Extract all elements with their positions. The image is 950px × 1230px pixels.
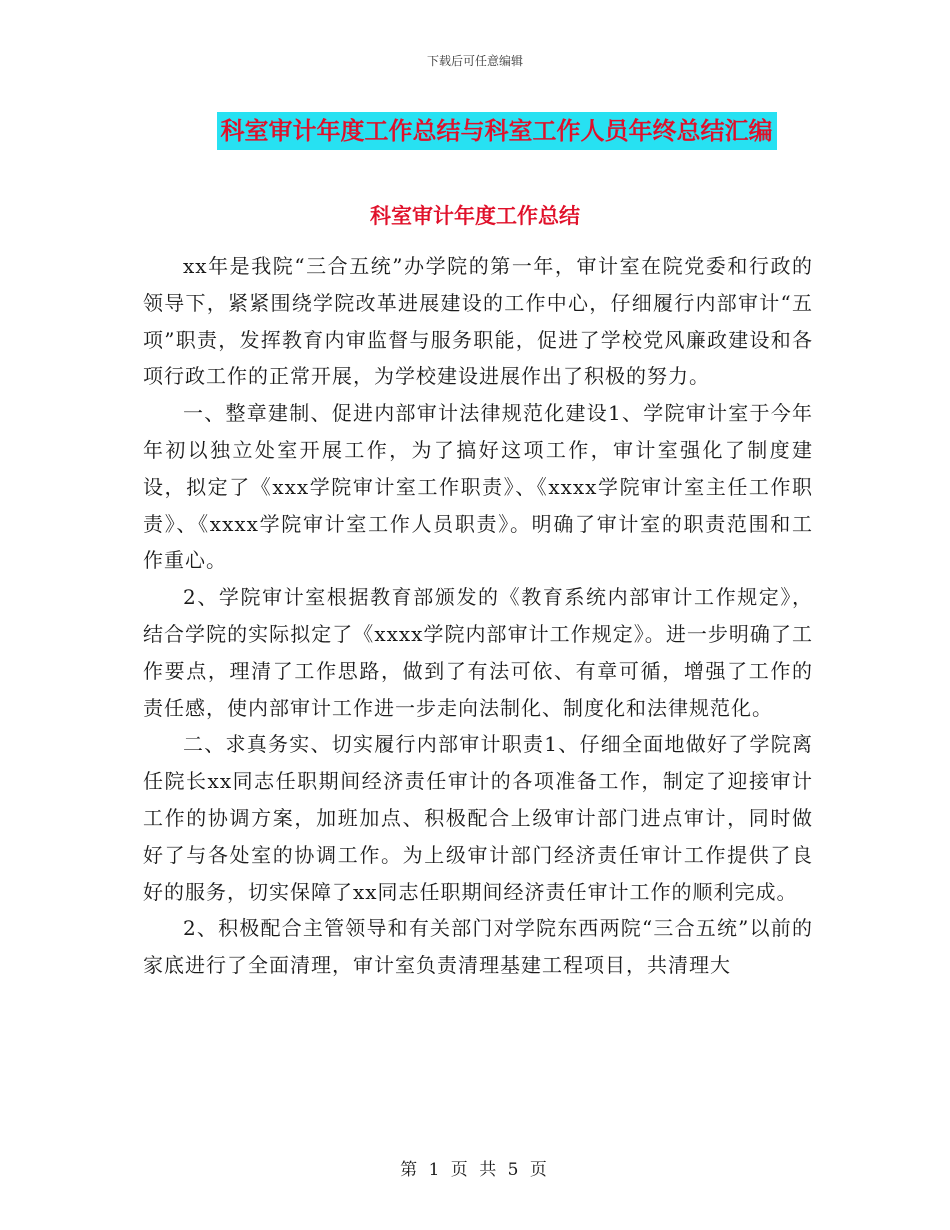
- paragraph-2: 一、整章建制、促进内部审计法律规范化建设1、学院审计室于今年年初以独立处室开展工作，为了搞好这项工作，审计室强化了制度建设，拟定了《xxx学院审计室工作职责》、《xxxx学院审计室主任工作职责》、《xxxx学院审计室工作人员职责》。明确了审计室的职责范围和工作重心。: [143, 401, 813, 573]
- paragraph-4: 二、求真务实、切实履行内部审计职责1、仔细全面地做好了学院离任院长xx同志任职期间经济责任审计的各项准备工作，制定了迎接审计工作的协调方案，加班加点、积极配合上级审计部门进点审计，同时做好了与各处室的协调工作。为上级审计部门经济责任审计工作提供了良好的服务，切实保障了xx同志任职期间经济责任审计工作的顺利完成。: [143, 732, 813, 904]
- document-body: [143, 248, 813, 984]
- paragraph-1: xx年是我院“三合五统”办学院的第一年，审计室在院党委和行政的领导下，紧紧围绕学院改革进展建设的工作中心，仔细履行内部审计“五项”职责，发挥教育内审监督与服务职能，促进了学校党风廉政建设和各项行政工作的正常开展，为学校建设进展作出了积极的努力。: [143, 254, 813, 389]
- section-title: 科室审计年度工作总结: [370, 204, 580, 228]
- paragraph-5: 2、积极配合主管领导和有关部门对学院东西两院“三合五统”以前的家底进行了全面清理，审计室负责清理基建工程项目，共清理大: [143, 916, 813, 978]
- main-title-container: [0, 112, 950, 150]
- document-main-title: 科室审计年度工作总结与科室工作人员年终总结汇编: [217, 112, 777, 150]
- paragraph-3: 2、学院审计室根据教育部颁发的《教育系统内部审计工作规定》，结合学院的实际拟定了《xxxx学院内部审计工作规定》。进一步明确了工作要点，理清了工作思路，做到了有法可依、有章可循，增强了工作的责任感，使内部审计工作进一步走向法制化、制度化和法律规范化。: [143, 585, 813, 720]
- page-header-note: 下载后可任意编辑: [426, 54, 523, 68]
- page-number-footer: 第 1 页 共 5 页: [400, 1160, 550, 1180]
